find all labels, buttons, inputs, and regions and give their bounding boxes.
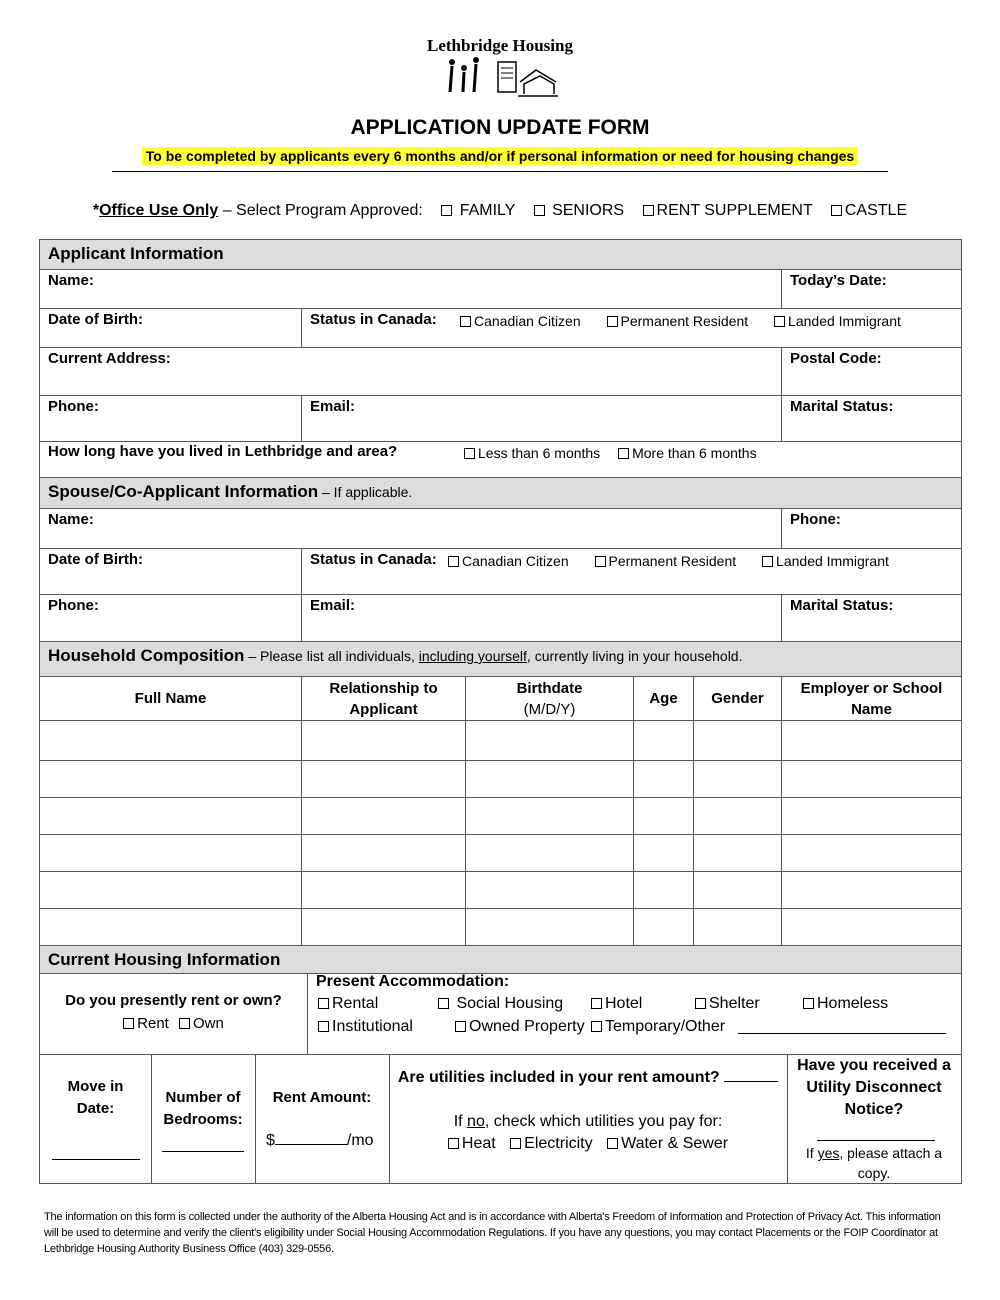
applicant-status-label: Status in Canada:	[310, 311, 437, 328]
rent-amount-field[interactable]: $ /mo	[266, 1132, 374, 1149]
disconnect-answer-line[interactable]	[817, 1140, 935, 1141]
bedrooms-line[interactable]	[162, 1151, 244, 1152]
section-applicant: Applicant Information	[40, 240, 961, 269]
spouse-canadian-citizen-checkbox[interactable]: Canadian Citizen	[448, 553, 569, 569]
utilities-if-no: If no, check which utilities you pay for:	[453, 1113, 723, 1130]
col-relationship: Relationship to Applicant	[329, 679, 438, 718]
applicant-email-field[interactable]: Email:	[310, 398, 356, 415]
utilities-question: Are utilities included in your rent amount?	[389, 1066, 787, 1089]
residency-more-6-checkbox[interactable]: More than 6 months	[618, 445, 757, 461]
office-use-row: *Office Use Only – Select Program Approved: FAMILY SENIORS RENT SUPPLEMENT CASTLE	[92, 202, 908, 219]
application-form	[39, 239, 962, 1184]
table-row[interactable]	[40, 908, 961, 909]
applicant-marital-status-field[interactable]: Marital Status:	[790, 398, 894, 415]
spouse-phone-top-field[interactable]: Phone:	[790, 511, 841, 528]
form-title: APPLICATION UPDATE FORM	[350, 116, 650, 139]
accom-social-housing-checkbox[interactable]: Social Housing	[438, 995, 563, 1013]
col-birthdate: Birthdate (M/D/Y)	[516, 679, 583, 718]
utility-heat-checkbox[interactable]: Heat	[448, 1135, 496, 1152]
col-age: Age	[649, 690, 678, 707]
rent-own-options	[40, 1013, 307, 1035]
section-household: Household Composition – Please list all individuals, including yourself, currently living in your household.	[40, 641, 961, 676]
privacy-footer: The information on this form is collected under the authority of the Alberta Housing Act and is in accordance with Alberta's Freedom of Information and Protection of Privacy Act. This information will be used to determine and verify the client's eligibility under Social Housing Accommodation Regulations. If you have any questions, you may contact Placements or the FOIP Coordinator at Lethbridge Housing Authority Business Office (403) 329-0556.	[44, 1211, 941, 1255]
spouse-status-label: Status in Canada:	[310, 551, 437, 568]
spouse-name-field[interactable]: Name:	[48, 511, 94, 528]
program-seniors-checkbox[interactable]: SENIORS	[534, 202, 624, 219]
spouse-marital-status-field[interactable]: Marital Status:	[790, 597, 894, 614]
spouse-phone-field[interactable]: Phone:	[48, 597, 99, 614]
applicant-canadian-citizen-checkbox[interactable]: Canadian Citizen	[460, 313, 581, 329]
postal-code-field[interactable]: Postal Code:	[790, 350, 882, 367]
utilities-options	[389, 1132, 787, 1155]
spouse-email-field[interactable]: Email:	[310, 597, 356, 614]
col-full-name: Full Name	[134, 690, 207, 707]
rent-own-question: Do you presently rent or own?	[65, 992, 282, 1009]
disconnect-attach-note: If yes, please attach a copy.	[805, 1145, 943, 1181]
spouse-dob-field[interactable]: Date of Birth:	[48, 551, 143, 568]
table-row[interactable]	[40, 834, 961, 835]
rent-amount-label: Rent Amount:	[272, 1089, 372, 1106]
utilities-answer-line[interactable]	[724, 1068, 778, 1082]
applicant-phone-field[interactable]: Phone:	[48, 398, 99, 415]
accom-temporary-other-checkbox[interactable]: Temporary/Other	[591, 1018, 725, 1036]
office-use-text: – Select Program Approved:	[218, 202, 423, 219]
disconnect-notice-question: Have you received a Utility Disconnect Notice?	[797, 1057, 951, 1118]
program-rent-supplement-checkbox[interactable]: RENT SUPPLEMENT	[643, 202, 813, 219]
divider	[112, 171, 888, 172]
utility-electricity-checkbox[interactable]: Electricity	[510, 1135, 592, 1152]
residency-question: How long have you lived in Lethbridge and area?	[48, 443, 398, 460]
present-accommodation-label: Present Accommodation:	[316, 973, 510, 990]
rent-checkbox[interactable]: Rent	[123, 1015, 169, 1032]
own-checkbox[interactable]: Own	[179, 1015, 224, 1032]
accom-hotel-checkbox[interactable]: Hotel	[591, 995, 642, 1013]
form-subtitle: To be completed by applicants every 6 months and/or if personal information or need for housing changes	[142, 147, 858, 165]
section-spouse: Spouse/Co-Applicant Information – If applicable.	[40, 477, 961, 508]
spouse-landed-immigrant-checkbox[interactable]: Landed Immigrant	[762, 553, 889, 569]
office-use-label: Office Use Only	[99, 202, 219, 219]
applicant-name-field[interactable]: Name:	[48, 272, 94, 289]
accom-rental-checkbox[interactable]: Rental	[318, 995, 378, 1013]
accom-owned-property-checkbox[interactable]: Owned Property	[455, 1018, 585, 1036]
accom-other-line[interactable]	[738, 1033, 946, 1034]
applicant-dob-field[interactable]: Date of Birth:	[48, 311, 143, 328]
accom-shelter-checkbox[interactable]: Shelter	[695, 995, 760, 1013]
move-in-line[interactable]	[52, 1159, 140, 1160]
table-row[interactable]	[40, 797, 961, 798]
move-in-label: Move in Date:	[67, 1078, 124, 1117]
table-row[interactable]	[40, 760, 961, 761]
spouse-permanent-resident-checkbox[interactable]: Permanent Resident	[595, 553, 737, 569]
col-gender: Gender	[711, 690, 764, 707]
applicant-landed-immigrant-checkbox[interactable]: Landed Immigrant	[774, 313, 901, 329]
logo	[420, 36, 580, 102]
applicant-permanent-resident-checkbox[interactable]: Permanent Resident	[607, 313, 749, 329]
accom-institutional-checkbox[interactable]: Institutional	[318, 1018, 413, 1036]
utility-water-sewer-checkbox[interactable]: Water & Sewer	[607, 1135, 728, 1152]
program-castle-checkbox[interactable]: CASTLE	[831, 202, 907, 219]
logo-people-house-icon	[440, 56, 560, 100]
section-housing: Current Housing Information	[40, 945, 961, 973]
todays-date-field[interactable]: Today’s Date:	[790, 272, 887, 289]
col-employer: Employer or School Name	[800, 679, 943, 718]
bedrooms-label: Number of Bedrooms:	[163, 1089, 243, 1128]
current-address-field[interactable]: Current Address:	[48, 350, 171, 367]
program-family-checkbox[interactable]: FAMILY	[441, 202, 515, 219]
table-row[interactable]	[40, 871, 961, 872]
logo-org-name: Lethbridge Housing	[427, 36, 573, 55]
residency-less-6-checkbox[interactable]: Less than 6 months	[464, 445, 600, 461]
accom-homeless-checkbox[interactable]: Homeless	[803, 995, 888, 1013]
